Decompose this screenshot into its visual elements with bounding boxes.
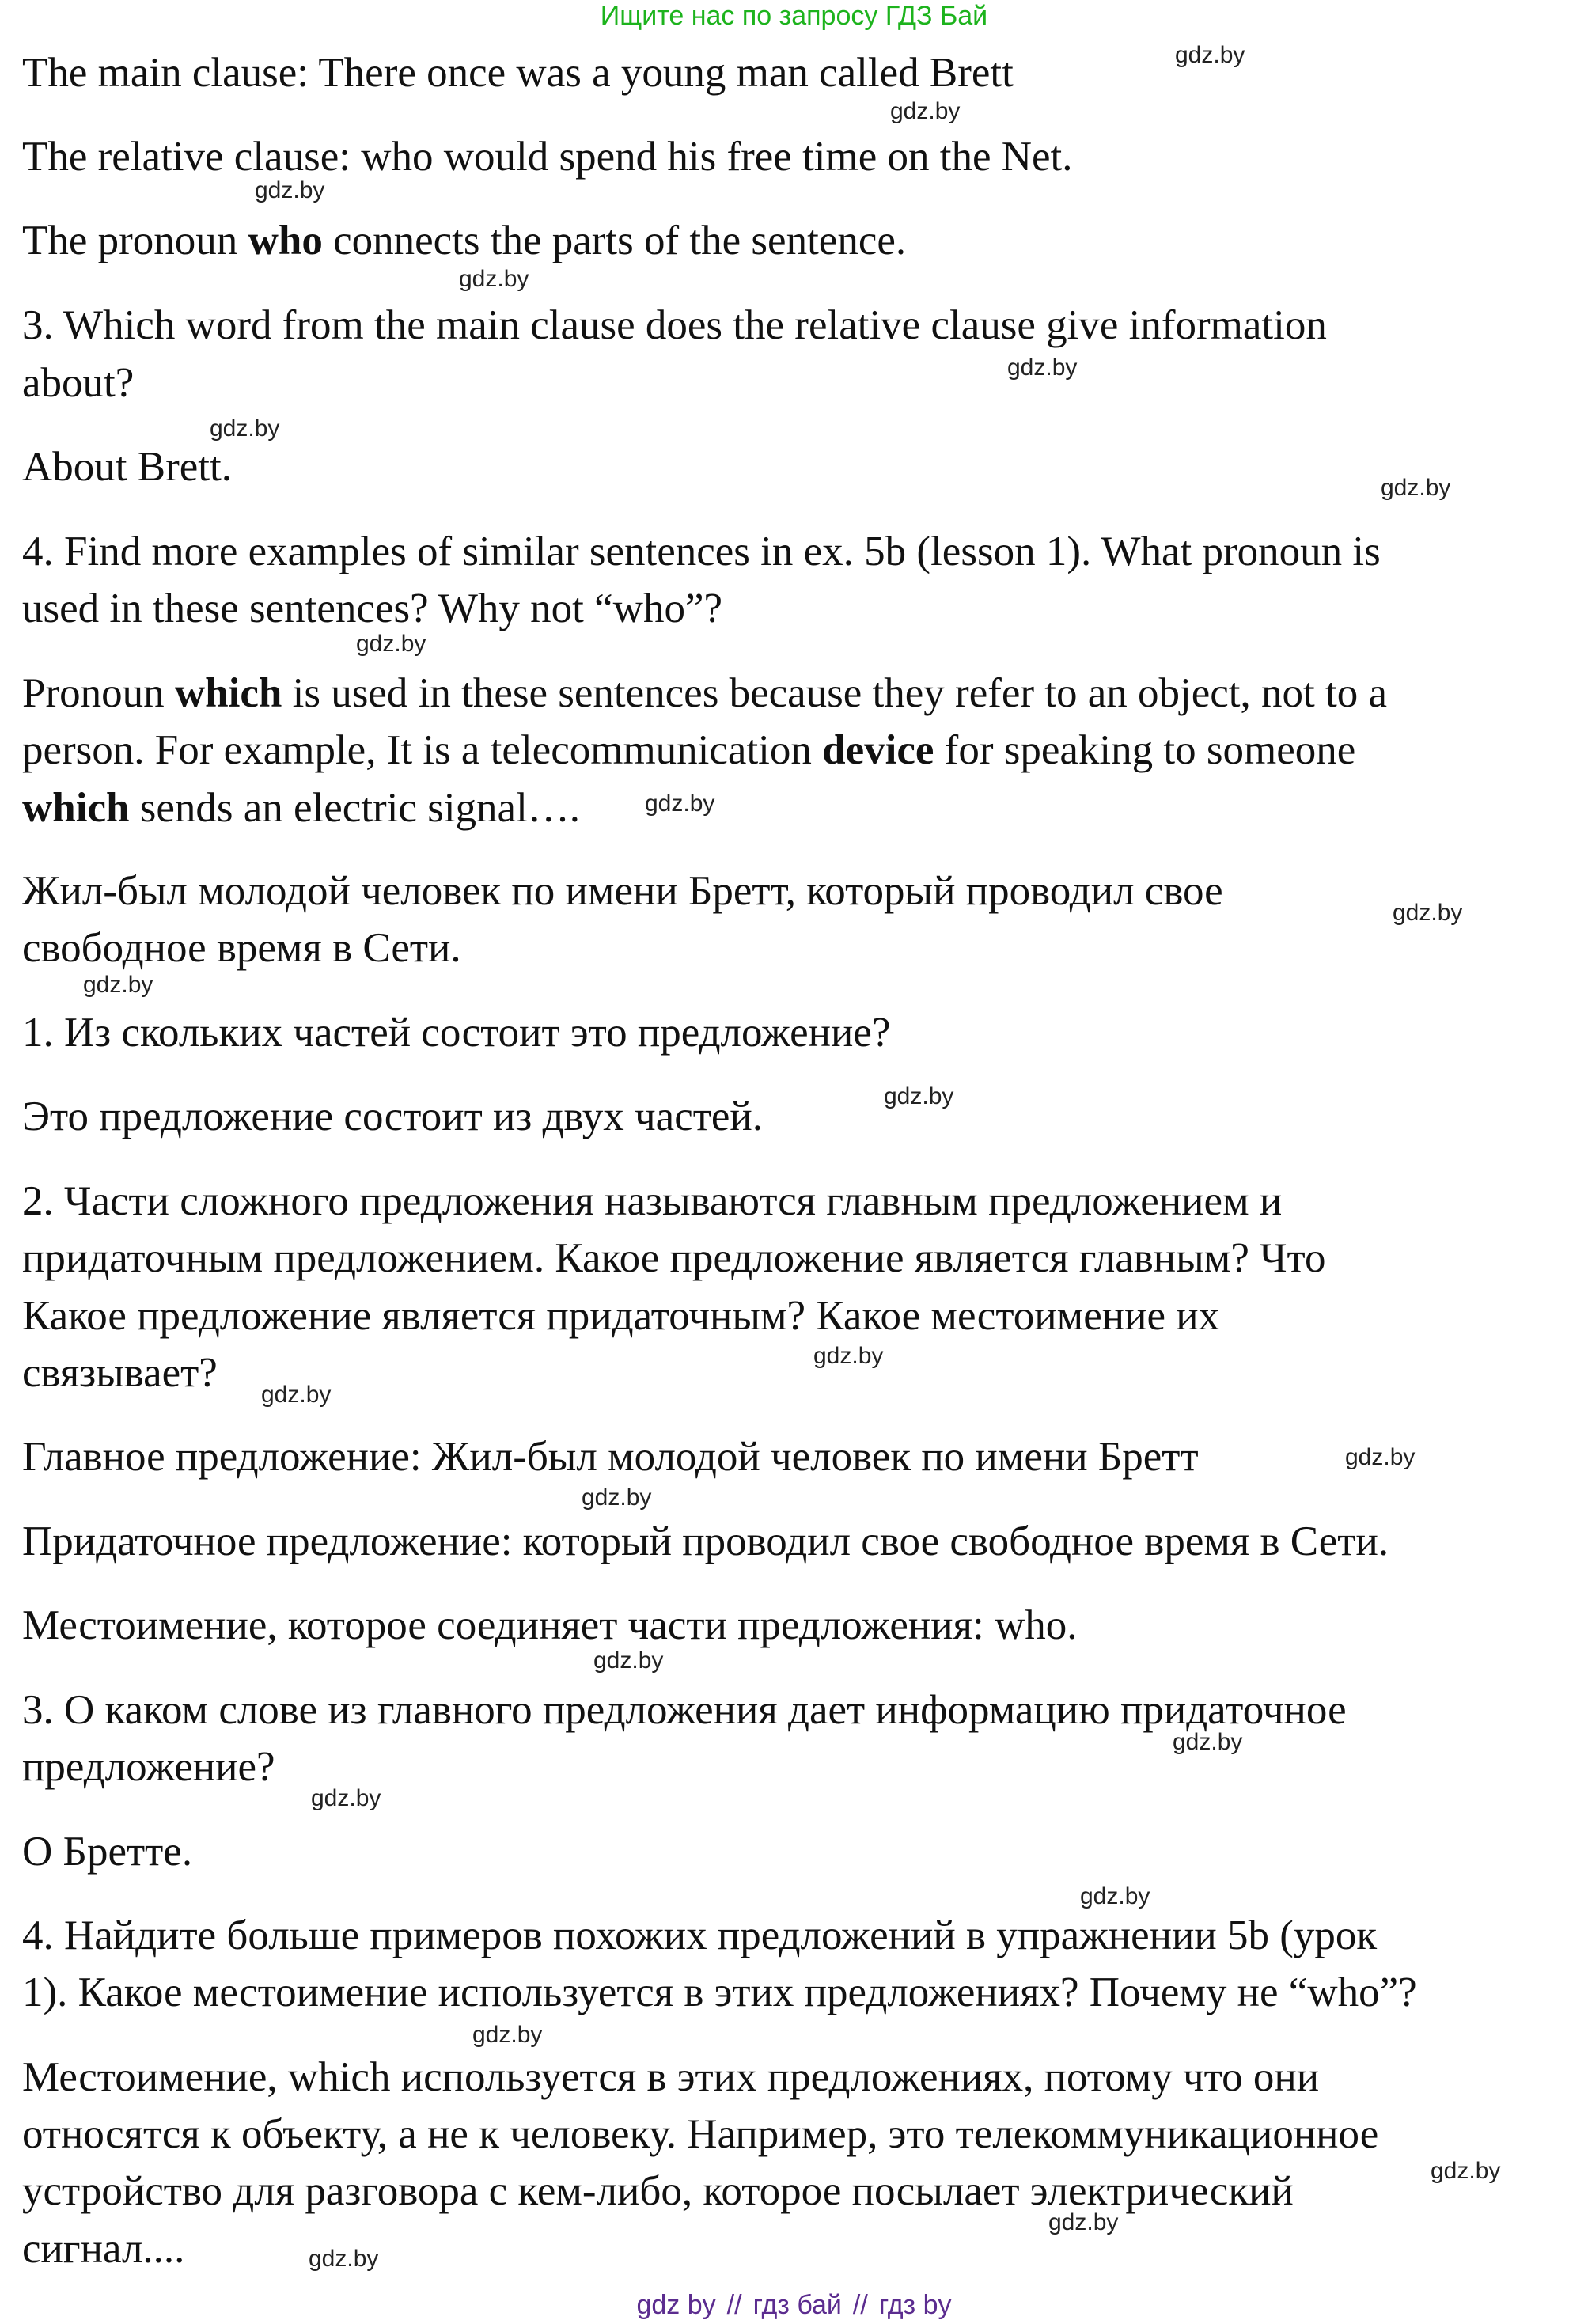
ru-question-2-line-4: связывает? <box>22 1350 218 1396</box>
watermark: gdz.by <box>884 1083 954 1109</box>
watermark: gdz.by <box>645 790 715 817</box>
ru-answer-1: Это предложение состоит из двух частей. <box>22 1094 764 1139</box>
footer-links <box>0 2289 1588 2321</box>
watermark: gdz.by <box>1173 1729 1243 1755</box>
ru-question-2-line-3: Какое предложение является придаточным? Какое местоимение их <box>22 1293 1220 1339</box>
main-clause-line: The main clause: There once was a young man called Brett <box>22 50 1014 96</box>
question-4-line-2: used in these sentences? Why not “who”? <box>22 586 723 631</box>
ru-question-3-line-1: 3. О каком слове из главного предложения дает информацию придаточное <box>22 1687 1347 1733</box>
watermark: gdz.by <box>890 98 961 124</box>
ru-answer-4-line-4: сигнал.... <box>22 2226 185 2272</box>
watermark: gdz.by <box>1080 1883 1150 1909</box>
question-4-line-1: 4. Find more examples of similar sentences in ex. 5b (lesson 1). What pronoun is <box>22 529 1381 574</box>
watermark: gdz.by <box>1048 2209 1119 2235</box>
watermark: gdz.by <box>261 1382 332 1408</box>
ru-answer-2-line-3: Местоимение, которое соединяет части предложения: who. <box>22 1602 1078 1648</box>
footer-separator: // <box>852 2290 868 2320</box>
watermark: gdz.by <box>1007 354 1078 381</box>
question-3-line-2: about? <box>22 360 135 406</box>
watermark: gdz.by <box>309 2246 379 2272</box>
ru-answer-2-line-1: Главное предложение: Жил-был молодой человек по имени Бретт <box>22 1434 1199 1480</box>
ru-question-4-line-2: 1). Какое местоимение используется в этих предложениях? Почему не “who”? <box>22 1970 1417 2015</box>
ru-answer-4-line-2: относятся к объекту, а не к человеку. Например, это телекоммуникационное <box>22 2111 1379 2157</box>
watermark: gdz.by <box>1345 1444 1416 1470</box>
ru-intro-line-1: Жил-был молодой человек по имени Бретт, который проводил свое <box>22 868 1223 914</box>
watermark: gdz.by <box>356 631 426 657</box>
watermark: gdz.by <box>582 1484 652 1511</box>
ru-question-2-line-1: 2. Части сложного предложения называются главным предложением и <box>22 1178 1283 1224</box>
footer-link-gdz-by-cyr[interactable]: гдз by <box>878 2290 952 2320</box>
footer-separator: // <box>726 2290 742 2320</box>
ru-answer-2-line-2: Придаточное предложение: который проводил свое свободное время в Сети. <box>22 1518 1389 1564</box>
pronoun-line: The pronoun who connects the parts of the sentence. <box>22 218 907 263</box>
ru-answer-4-line-1: Местоимение, which используется в этих предложениях, потому что они <box>22 2054 1320 2100</box>
question-3-line-1: 3. Which word from the main clause does the relative clause give information <box>22 302 1327 348</box>
watermark: gdz.by <box>83 972 153 998</box>
top-banner[interactable]: Ищите нас по запросу ГДЗ Бай <box>600 1 988 31</box>
watermark: gdz.by <box>1381 475 1451 501</box>
watermark: gdz.by <box>459 266 529 292</box>
ru-answer-3: О Бретте. <box>22 1829 193 1875</box>
ru-intro-line-2: свободное время в Сети. <box>22 925 461 971</box>
watermark: gdz.by <box>210 415 280 442</box>
answer-4-line-1: Pronoun which is used in these sentences because they refer to an object, not to a <box>22 670 1388 716</box>
answer-4-line-2: person. For example, It is a telecommunication device for speaking to someone <box>22 727 1356 773</box>
watermark: gdz.by <box>1393 900 1463 926</box>
watermark: gdz.by <box>472 2022 543 2048</box>
answer-4-line-3: which sends an electric signal…. <box>22 785 581 831</box>
watermark: gdz.by <box>593 1647 664 1674</box>
answer-3: About Brett. <box>22 444 232 490</box>
ru-question-1: 1. Из скольких частей состоит это предложение? <box>22 1010 891 1056</box>
watermark: gdz.by <box>813 1343 884 1369</box>
footer-link-gdz-bai[interactable]: гдз бай <box>752 2290 842 2320</box>
ru-question-3-line-2: предложение? <box>22 1744 275 1790</box>
watermark: gdz.by <box>255 177 325 203</box>
watermark: gdz.by <box>1175 42 1245 68</box>
ru-question-2-line-2: придаточным предложением. Какое предложение является главным? Что <box>22 1235 1326 1281</box>
ru-answer-4-line-3: устройство для разговора с кем-либо, которое посылает электрический <box>22 2168 1294 2214</box>
watermark: gdz.by <box>1431 2158 1501 2184</box>
ru-question-4-line-1: 4. Найдите больше примеров похожих предложений в упражнении 5b (урок <box>22 1913 1378 1958</box>
relative-clause-line: The relative clause: who would spend his free time on the Net. <box>22 134 1073 180</box>
footer-link-gdz-by[interactable]: gdz by <box>636 2290 716 2320</box>
watermark: gdz.by <box>311 1785 381 1811</box>
